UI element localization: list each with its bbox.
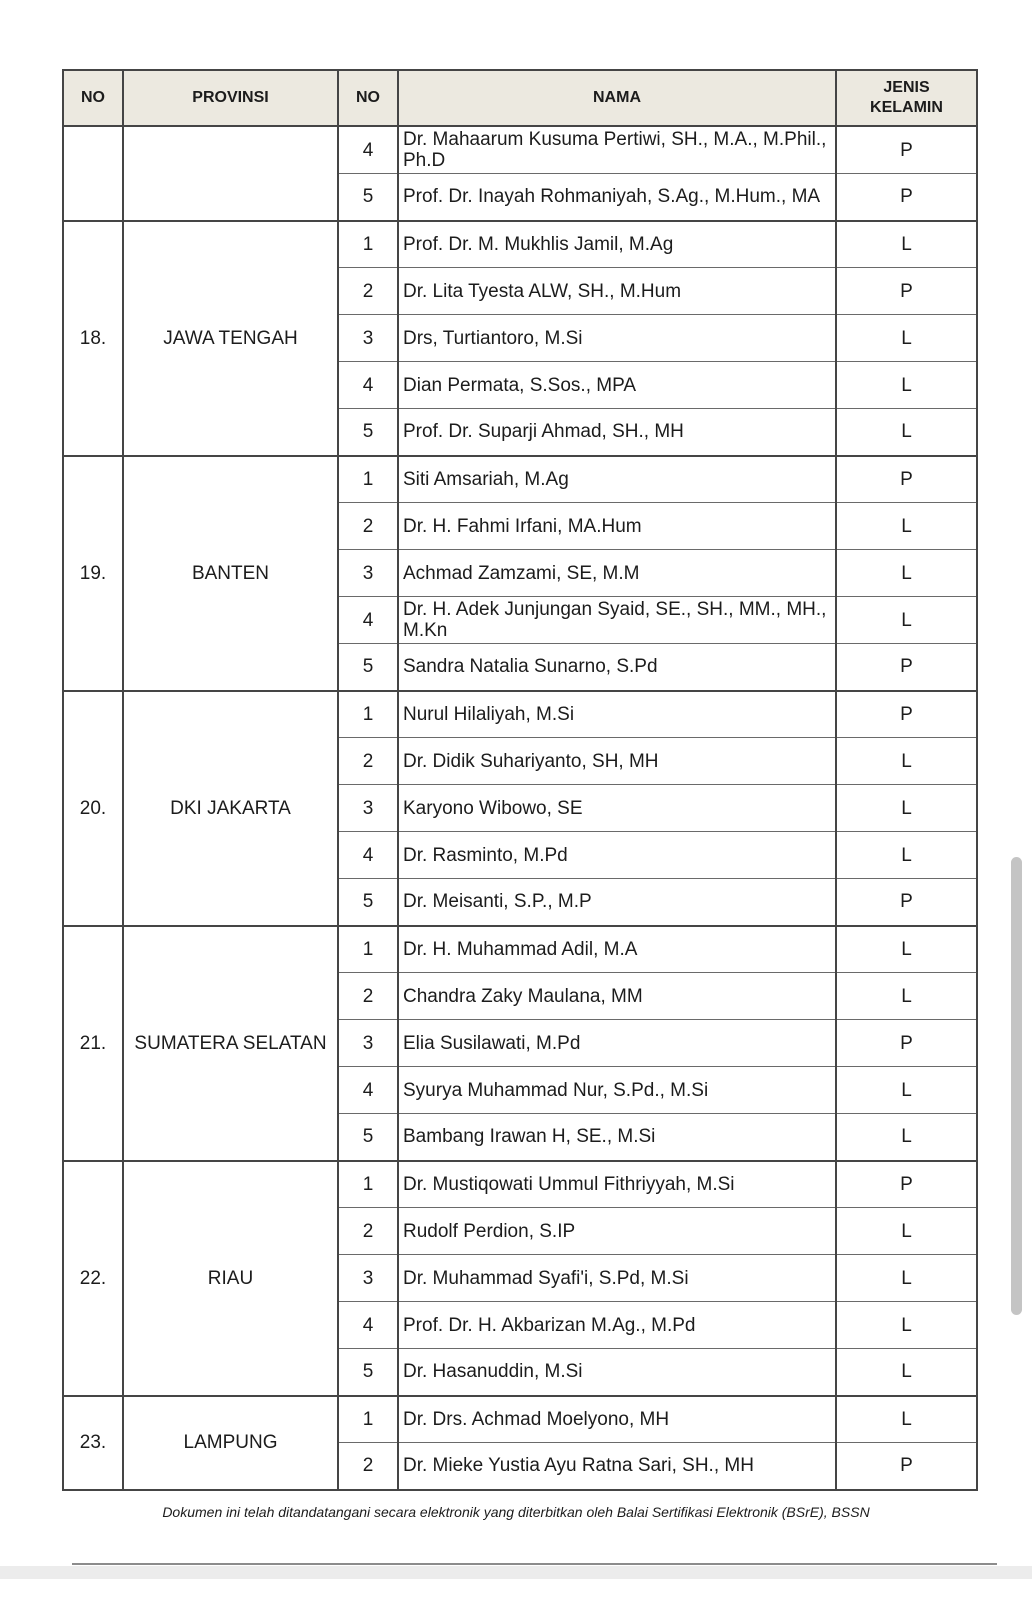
table-row — [63, 221, 977, 268]
member-name-cell: Dr. H. Muhammad Adil, M.A — [398, 926, 836, 973]
member-number-cell: 2 — [338, 973, 398, 1020]
col-header-jenis-kelamin: JENIS KELAMIN — [836, 70, 977, 126]
delegates-table — [62, 69, 978, 1491]
member-name-cell: Karyono Wibowo, SE — [398, 785, 836, 832]
member-number-cell: 5 — [338, 879, 398, 926]
gender-cell: P — [836, 1161, 977, 1208]
province-cell: SUMATERA SELATAN — [123, 926, 338, 1161]
member-number-cell: 1 — [338, 926, 398, 973]
member-number-cell: 3 — [338, 315, 398, 362]
member-number-cell: 5 — [338, 174, 398, 221]
member-name-cell: Elia Susilawati, M.Pd — [398, 1020, 836, 1067]
member-name-cell: Prof. Dr. Suparji Ahmad, SH., MH — [398, 409, 836, 456]
member-name-cell: Sandra Natalia Sunarno, S.Pd — [398, 644, 836, 691]
member-number-cell: 2 — [338, 738, 398, 785]
member-name-cell: Bambang Irawan H, SE., M.Si — [398, 1114, 836, 1161]
member-name-cell: Dr. H. Adek Junjungan Syaid, SE., SH., MM., MH., M.Kn — [398, 597, 836, 644]
gender-cell: L — [836, 409, 977, 456]
member-number-cell: 3 — [338, 1020, 398, 1067]
gender-cell: L — [836, 785, 977, 832]
member-number-cell: 2 — [338, 1443, 398, 1490]
table-row — [63, 126, 977, 174]
member-number-cell: 5 — [338, 1114, 398, 1161]
province-cell: JAWA TENGAH — [123, 221, 338, 456]
col-header-no: NO — [63, 70, 123, 126]
gender-cell: L — [836, 1349, 977, 1396]
member-number-cell: 2 — [338, 503, 398, 550]
table-row — [63, 691, 977, 738]
member-number-cell: 4 — [338, 1302, 398, 1349]
gender-cell: L — [836, 1067, 977, 1114]
header-row — [63, 70, 977, 126]
group-number-cell: 19. — [63, 456, 123, 691]
member-name-cell: Syurya Muhammad Nur, S.Pd., M.Si — [398, 1067, 836, 1114]
member-name-cell: Dian Permata, S.Sos., MPA — [398, 362, 836, 409]
member-number-cell: 3 — [338, 785, 398, 832]
province-cell: LAMPUNG — [123, 1396, 338, 1490]
member-name-cell: Dr. H. Fahmi Irfani, MA.Hum — [398, 503, 836, 550]
signature-note: Dokumen ini telah ditandatangani secara elektronik yang diterbitkan oleh Balai Sertifikasi Elektronik (BSrE), BSSN — [162, 1504, 870, 1520]
gender-cell: L — [836, 973, 977, 1020]
group-number-cell — [63, 126, 123, 221]
scrollbar-thumb[interactable] — [1011, 857, 1022, 1315]
member-name-cell: Dr. Mahaarum Kusuma Pertiwi, SH., M.A., M.Phil., Ph.D — [398, 126, 836, 174]
member-name-cell: Dr. Mustiqowati Ummul Fithriyyah, M.Si — [398, 1161, 836, 1208]
col-header-nama: NAMA — [398, 70, 836, 126]
member-number-cell: 1 — [338, 456, 398, 503]
member-name-cell: Dr. Hasanuddin, M.Si — [398, 1349, 836, 1396]
member-number-cell: 4 — [338, 597, 398, 644]
member-name-cell: Rudolf Perdion, S.IP — [398, 1208, 836, 1255]
member-name-cell: Dr. Drs. Achmad Moelyono, MH — [398, 1396, 836, 1443]
member-number-cell: 5 — [338, 409, 398, 456]
gender-cell: L — [836, 1302, 977, 1349]
member-name-cell: Prof. Dr. M. Mukhlis Jamil, M.Ag — [398, 221, 836, 268]
group-number-cell: 20. — [63, 691, 123, 926]
gender-cell: L — [836, 1208, 977, 1255]
gender-cell: P — [836, 1443, 977, 1490]
col-header-provinsi: PROVINSI — [123, 70, 338, 126]
member-name-cell: Prof. Dr. Inayah Rohmaniyah, S.Ag., M.Hum., MA — [398, 174, 836, 221]
gender-cell: P — [836, 1020, 977, 1067]
group-number-cell: 22. — [63, 1161, 123, 1396]
gender-cell: L — [836, 1255, 977, 1302]
gender-cell: P — [836, 691, 977, 738]
member-name-cell: Chandra Zaky Maulana, MM — [398, 973, 836, 1020]
gender-cell: L — [836, 738, 977, 785]
table-row — [63, 456, 977, 503]
group-number-cell: 18. — [63, 221, 123, 456]
gender-cell: L — [836, 550, 977, 597]
group-number-cell: 23. — [63, 1396, 123, 1490]
member-number-cell: 2 — [338, 268, 398, 315]
member-number-cell: 1 — [338, 1396, 398, 1443]
gender-cell: P — [836, 879, 977, 926]
member-number-cell: 2 — [338, 1208, 398, 1255]
gender-cell: P — [836, 644, 977, 691]
province-cell: RIAU — [123, 1161, 338, 1396]
member-name-cell: Dr. Meisanti, S.P., M.P — [398, 879, 836, 926]
province-cell: DKI JAKARTA — [123, 691, 338, 926]
gender-cell: L — [836, 503, 977, 550]
member-number-cell: 3 — [338, 1255, 398, 1302]
group-number-cell: 21. — [63, 926, 123, 1161]
page-gap-band — [0, 1566, 1032, 1579]
member-name-cell: Achmad Zamzami, SE, M.M — [398, 550, 836, 597]
member-name-cell: Prof. Dr. H. Akbarizan M.Ag., M.Pd — [398, 1302, 836, 1349]
gender-cell: P — [836, 174, 977, 221]
member-number-cell: 4 — [338, 1067, 398, 1114]
gender-cell: L — [836, 597, 977, 644]
province-cell: BANTEN — [123, 456, 338, 691]
gender-cell: P — [836, 268, 977, 315]
member-number-cell: 1 — [338, 1161, 398, 1208]
member-name-cell: Siti Amsariah, M.Ag — [398, 456, 836, 503]
gender-cell: L — [836, 926, 977, 973]
member-number-cell: 4 — [338, 832, 398, 879]
member-number-cell: 5 — [338, 1349, 398, 1396]
gender-cell: P — [836, 126, 977, 174]
member-number-cell: 3 — [338, 550, 398, 597]
gender-cell: L — [836, 832, 977, 879]
member-name-cell: Dr. Didik Suhariyanto, SH, MH — [398, 738, 836, 785]
gender-cell: L — [836, 221, 977, 268]
gender-cell: L — [836, 362, 977, 409]
member-name-cell: Nurul Hilaliyah, M.Si — [398, 691, 836, 738]
member-name-cell: Dr. Rasminto, M.Pd — [398, 832, 836, 879]
member-number-cell: 5 — [338, 644, 398, 691]
gender-cell: L — [836, 315, 977, 362]
member-name-cell: Dr. Lita Tyesta ALW, SH., M.Hum — [398, 268, 836, 315]
member-number-cell: 1 — [338, 221, 398, 268]
page-separator-line — [72, 1563, 997, 1565]
gender-cell: L — [836, 1396, 977, 1443]
col-header-no-2: NO — [338, 70, 398, 126]
member-number-cell: 1 — [338, 691, 398, 738]
table-row — [63, 1396, 977, 1443]
province-cell — [123, 126, 338, 221]
member-number-cell: 4 — [338, 362, 398, 409]
member-name-cell: Dr. Muhammad Syafi'i, S.Pd, M.Si — [398, 1255, 836, 1302]
member-name-cell: Drs, Turtiantoro, M.Si — [398, 315, 836, 362]
table-row — [63, 1161, 977, 1208]
member-name-cell: Dr. Mieke Yustia Ayu Ratna Sari, SH., MH — [398, 1443, 836, 1490]
gender-cell: L — [836, 1114, 977, 1161]
gender-cell: P — [836, 456, 977, 503]
member-number-cell: 4 — [338, 126, 398, 174]
table-row — [63, 926, 977, 973]
